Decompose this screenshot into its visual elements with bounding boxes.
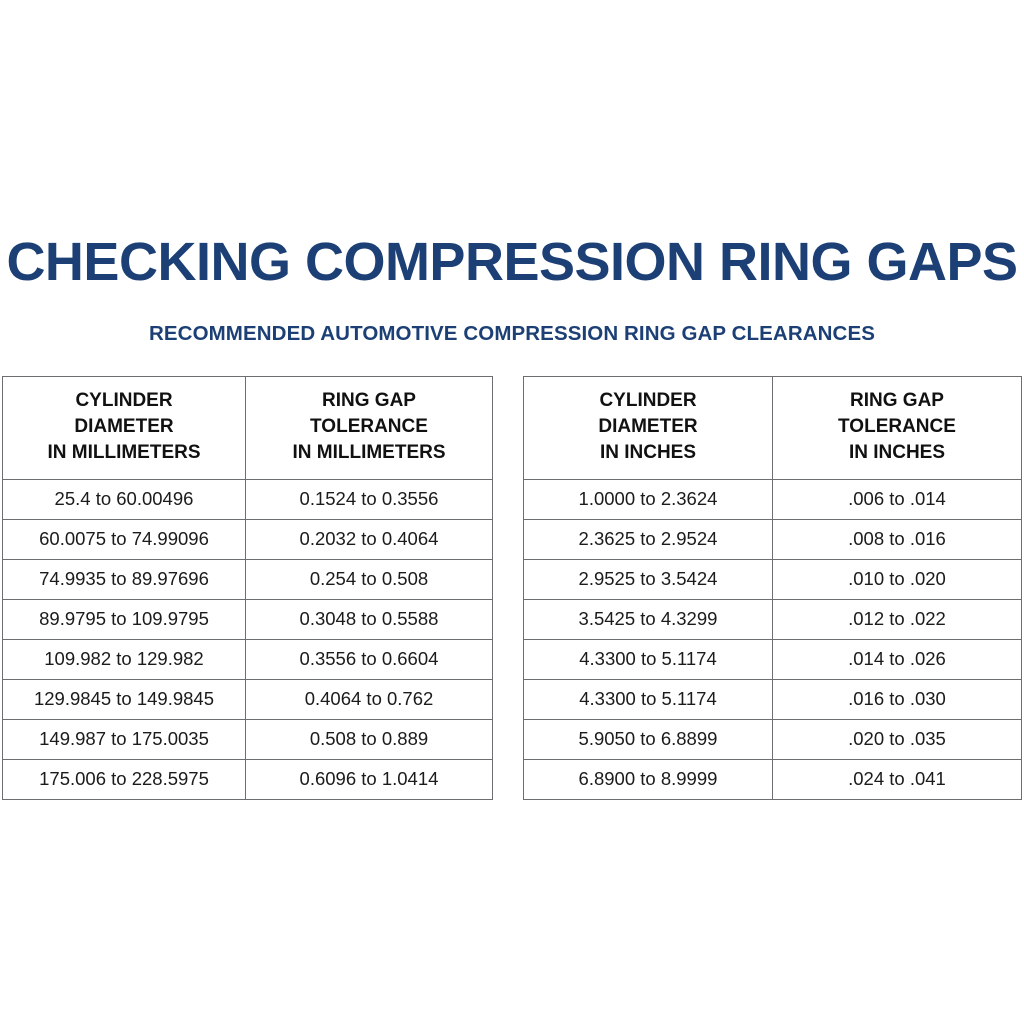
cell-ring-gap-tolerance: 0.3556 to 0.6604	[246, 639, 493, 679]
table-row	[524, 639, 1022, 679]
cell-ring-gap-tolerance: 0.3048 to 0.5588	[246, 599, 493, 639]
cell-ring-gap-tolerance: .010 to .020	[773, 559, 1022, 599]
table-row	[524, 679, 1022, 719]
cell-cylinder-diameter: 2.3625 to 2.9524	[524, 519, 773, 559]
cell-cylinder-diameter: 3.5425 to 4.3299	[524, 599, 773, 639]
cell-ring-gap-tolerance: 0.508 to 0.889	[246, 719, 493, 759]
table-row	[3, 479, 493, 519]
cell-cylinder-diameter: 60.0075 to 74.99096	[3, 519, 246, 559]
table-row	[524, 719, 1022, 759]
cell-ring-gap-tolerance: .024 to .041	[773, 759, 1022, 799]
column-header-cylinder-diameter-in	[524, 377, 773, 480]
header-line-3: IN MILLIMETERS	[292, 442, 446, 464]
cell-cylinder-diameter: 149.987 to 175.0035	[3, 719, 246, 759]
tables-container	[0, 376, 1024, 800]
column-header-ring-gap-tolerance-mm	[246, 377, 493, 480]
metric-table	[2, 376, 493, 800]
cell-cylinder-diameter: 2.9525 to 3.5424	[524, 559, 773, 599]
header-line-3: IN INCHES	[848, 442, 946, 464]
column-header-cylinder-diameter-mm	[3, 377, 246, 480]
cell-ring-gap-tolerance: 0.4064 to 0.762	[246, 679, 493, 719]
header-line-1: CYLINDER	[75, 390, 173, 411]
cell-ring-gap-tolerance: .020 to .035	[773, 719, 1022, 759]
cell-ring-gap-tolerance: 0.6096 to 1.0414	[246, 759, 493, 799]
header-line-1: RING GAP	[322, 390, 416, 411]
header-line-3: IN MILLIMETERS	[47, 442, 201, 464]
header-line-2: TOLERANCE	[310, 416, 428, 438]
cell-cylinder-diameter: 109.982 to 129.982	[3, 639, 246, 679]
page-title: CHECKING COMPRESSION RING GAPS	[6, 232, 1018, 293]
cell-ring-gap-tolerance: .012 to .022	[773, 599, 1022, 639]
cell-cylinder-diameter: 25.4 to 60.00496	[3, 479, 246, 519]
column-header-ring-gap-tolerance-in	[773, 377, 1022, 480]
cell-cylinder-diameter: 89.9795 to 109.9795	[3, 599, 246, 639]
table-row	[524, 559, 1022, 599]
header-line-2: TOLERANCE	[838, 416, 956, 438]
cell-ring-gap-tolerance: .016 to .030	[773, 679, 1022, 719]
cell-cylinder-diameter: 129.9845 to 149.9845	[3, 679, 246, 719]
cell-ring-gap-tolerance: 0.2032 to 0.4064	[246, 519, 493, 559]
header-line-2: DIAMETER	[598, 416, 698, 438]
table-row	[524, 599, 1022, 639]
table-row	[524, 519, 1022, 559]
cell-cylinder-diameter: 4.3300 to 5.1174	[524, 679, 773, 719]
imperial-table	[523, 376, 1022, 800]
table-row	[3, 679, 493, 719]
page-subtitle: RECOMMENDED AUTOMOTIVE COMPRESSION RING GAP CLEARANCES	[149, 322, 875, 345]
header-line-3: IN INCHES	[599, 442, 697, 464]
table-header-row	[3, 377, 493, 480]
cell-cylinder-diameter: 6.8900 to 8.9999	[524, 759, 773, 799]
table-row	[3, 639, 493, 679]
table-row	[3, 519, 493, 559]
cell-ring-gap-tolerance: .014 to .026	[773, 639, 1022, 679]
table-row	[3, 559, 493, 599]
cell-cylinder-diameter: 74.9935 to 89.97696	[3, 559, 246, 599]
table-header-row	[524, 377, 1022, 480]
table-row	[524, 759, 1022, 799]
table-row	[3, 599, 493, 639]
header-line-1: RING GAP	[850, 390, 944, 411]
cell-cylinder-diameter: 4.3300 to 5.1174	[524, 639, 773, 679]
cell-ring-gap-tolerance: 0.254 to 0.508	[246, 559, 493, 599]
cell-cylinder-diameter: 1.0000 to 2.3624	[524, 479, 773, 519]
table-row	[3, 719, 493, 759]
cell-ring-gap-tolerance: .008 to .016	[773, 519, 1022, 559]
table-row	[524, 479, 1022, 519]
cell-ring-gap-tolerance: 0.1524 to 0.3556	[246, 479, 493, 519]
cell-cylinder-diameter: 175.006 to 228.5975	[3, 759, 246, 799]
cell-ring-gap-tolerance: .006 to .014	[773, 479, 1022, 519]
header-line-1: CYLINDER	[599, 390, 697, 411]
header-line-2: DIAMETER	[74, 416, 174, 438]
table-row	[3, 759, 493, 799]
cell-cylinder-diameter: 5.9050 to 6.8899	[524, 719, 773, 759]
